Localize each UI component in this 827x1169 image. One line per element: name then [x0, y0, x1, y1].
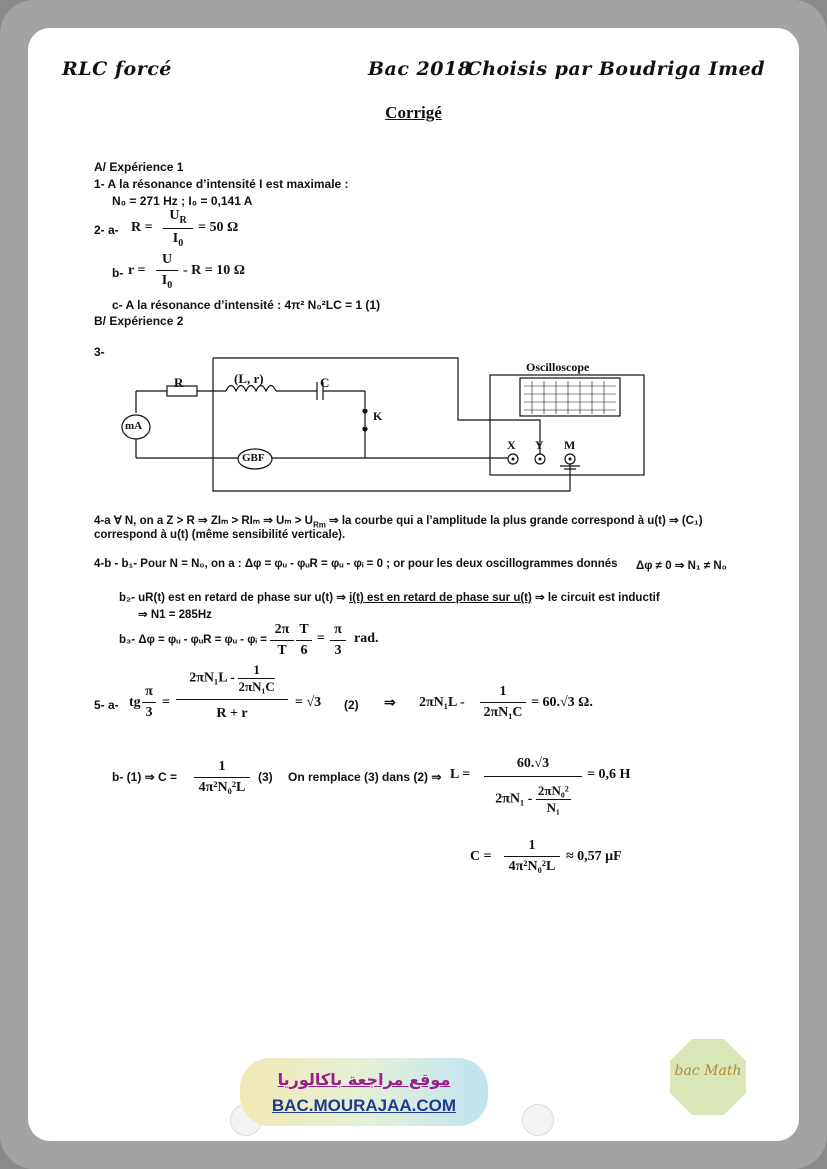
- q5b-l-num: 60.√3: [484, 756, 582, 777]
- q4b3-text: b₃- Δφ = φᵤ - φᵤR = φᵤ - φᵢ =: [119, 634, 267, 646]
- q5a-result: = √3: [295, 695, 322, 710]
- q5b-tag: (3): [258, 770, 273, 784]
- q2b-den-sub: 0: [167, 279, 173, 291]
- q5b-text: On remplace (3) dans (2) ⇒: [288, 770, 442, 784]
- q5a-tg-num: π: [142, 684, 156, 703]
- footer-logo-right: [522, 1104, 554, 1136]
- q4b2-start: b₂- uR(t) est en retard de phase sur u(t) ⇒: [119, 592, 350, 604]
- q2a-den-sub: 0: [178, 237, 184, 249]
- q2b-lhs: r =: [128, 263, 146, 278]
- q4b3-equals: =: [317, 631, 325, 646]
- q5b-l-den-a: 2πN₁ -: [495, 791, 533, 807]
- page-title: Corrigé: [385, 103, 442, 122]
- q5a-arrow: ⇒: [384, 696, 396, 711]
- bac-math-badge-text: bac Math: [674, 1063, 742, 1079]
- final-num: 1: [504, 838, 560, 857]
- section-a-heading: A/ Expérience 1: [94, 160, 184, 174]
- q3-label: 3-: [94, 345, 105, 359]
- q4b3-f2-den: 6: [300, 643, 308, 658]
- section-b-heading: B/ Expérience 2: [94, 314, 184, 328]
- q5a-inner-frac: [238, 662, 274, 695]
- q5b-l-inner-num: 2πN₀²: [537, 783, 569, 798]
- header-right: Choisis par Boudriga Imed: [466, 58, 765, 80]
- q4b3-f1-den: T: [277, 643, 287, 658]
- q5a-tg: tg: [129, 695, 141, 710]
- q5a-tg-frac: [142, 684, 156, 721]
- label-m: M: [564, 438, 576, 452]
- q1-values: N₀ = 271 Hz ; I₀ = 0,141 A: [112, 194, 253, 208]
- q4a-line1-sub: Rm: [312, 520, 326, 530]
- q5b-label: b- (1) ⇒ C =: [112, 770, 178, 784]
- q4b3-unit: rad.: [354, 631, 379, 646]
- q4b2-end: ⇒ le circuit est inductif: [531, 592, 660, 604]
- q5b-num: 1: [194, 759, 250, 778]
- q4b2-underlined: i(t) est en retard de phase sur u(t): [349, 592, 532, 604]
- footer-site-link[interactable]: BAC.MOURAJAA.COM: [271, 1096, 457, 1115]
- q4b2-text: [119, 590, 660, 604]
- q4b3-f3-den: 3: [334, 643, 342, 658]
- q5a-rhs-num: 1: [480, 684, 526, 703]
- q4b1-text: 4-b - b₁- Pour N = N₀, on a : Δφ = φᵤ - φᵤR = φᵤ - φᵢ = 0 ; or pour les deux oscillogrammes donnés: [94, 558, 618, 570]
- q4b3-f2-num: T: [296, 622, 312, 641]
- q5a-inner-num: 1: [238, 662, 274, 679]
- label-y: Y: [535, 438, 544, 452]
- q4b1-result: Δφ ≠ 0 ⇒ N₁ ≠ N₀: [636, 560, 727, 572]
- final-den: 4π²N₀²L: [508, 859, 556, 874]
- footer-arabic-link[interactable]: موقع مراجعة باكالوريا: [277, 1070, 451, 1089]
- q5a-num-a: 2πN₁L -: [189, 670, 235, 686]
- q5b-l-lhs: L =: [450, 767, 471, 782]
- q5b-l-frac: [484, 756, 582, 816]
- footer-banner[interactable]: [240, 1058, 488, 1126]
- final-result: ≈ 0,57 μF: [566, 849, 622, 864]
- q2b-result: - R = 10 Ω: [183, 263, 245, 278]
- q4b3-frac3: [330, 622, 346, 659]
- q5b-den: 4π²N₀²L: [198, 780, 246, 795]
- q5a-main-frac: [176, 662, 288, 722]
- label-x: X: [507, 438, 516, 452]
- q4a-line1: [94, 513, 703, 529]
- q2b-den: I: [161, 273, 168, 288]
- q2c-text: c- A la résonance d’intensité : 4π² N₀²LC = 1 (1): [112, 298, 381, 312]
- q5b-l-inner-frac: [536, 783, 571, 816]
- header-left: RLC forcé: [62, 58, 172, 80]
- q5b-frac: [194, 759, 250, 796]
- q5a-den: R + r: [216, 706, 248, 721]
- q4a-line2: correspond à u(t) (même sensibilité verticale).: [94, 529, 346, 541]
- q2b-num: U: [156, 252, 178, 271]
- q2a-label: 2- a-: [94, 223, 119, 237]
- label-ma: mA: [125, 420, 143, 432]
- q4b3-frac1: [270, 622, 294, 659]
- q4a-line1-start: 4-a ∀ N, on a Z > R ⇒ ZIₘ > RIₘ ⇒ Uₘ > U: [94, 515, 313, 527]
- label-r: R: [174, 375, 184, 390]
- document-page: [28, 28, 799, 1141]
- label-oscilloscope: Oscilloscope: [526, 360, 590, 374]
- q5a-inner-den: 2πN₁C: [238, 679, 275, 694]
- q2b-label: b-: [112, 266, 124, 280]
- label-c: C: [320, 375, 330, 390]
- label-l-r: (L, r): [234, 371, 264, 386]
- q4b3-frac2: [296, 622, 312, 659]
- header-center: Bac 2018: [368, 58, 472, 80]
- q2a-num-sub: R: [179, 214, 187, 226]
- q4b3-f1-num: 2π: [270, 622, 294, 641]
- q2a-lhs: R =: [131, 220, 153, 235]
- q4b2-n1: ⇒ N1 = 285Hz: [138, 609, 212, 621]
- final-c-lhs: C =: [470, 849, 492, 864]
- q5b-l-result: = 0,6 H: [587, 767, 631, 782]
- q1-text: 1- A la résonance d’intensité I est maximale :: [94, 177, 349, 191]
- q5a-rhs-result: = 60.√3 Ω.: [531, 695, 593, 710]
- q5a-label: 5- a-: [94, 698, 119, 712]
- label-k: K: [373, 409, 383, 423]
- q5a-rhs-frac: [480, 684, 526, 721]
- q5b-l-inner-den: N₁: [546, 800, 560, 815]
- label-gbf: GBF: [242, 452, 265, 464]
- q4b3-f3-num: π: [330, 622, 346, 641]
- q5a-rhs-den: 2πN₁C: [483, 705, 523, 720]
- q2a-den: I: [172, 230, 179, 246]
- q2a-num: U: [169, 208, 180, 223]
- q2a-result: = 50 Ω: [198, 220, 239, 235]
- circuit-diagram: [28, 28, 799, 528]
- q5a-tag: (2): [344, 698, 359, 712]
- q5a-rhs-lhs: 2πN₁L -: [419, 695, 465, 710]
- final-frac: [504, 838, 560, 875]
- q5a-equals: =: [162, 695, 170, 710]
- q4a-line1-end: ⇒ la courbe qui a l’amplitude la plus grande correspond à u(t) ⇒ (C₁): [325, 515, 703, 527]
- q5a-tg-den: 3: [145, 705, 153, 720]
